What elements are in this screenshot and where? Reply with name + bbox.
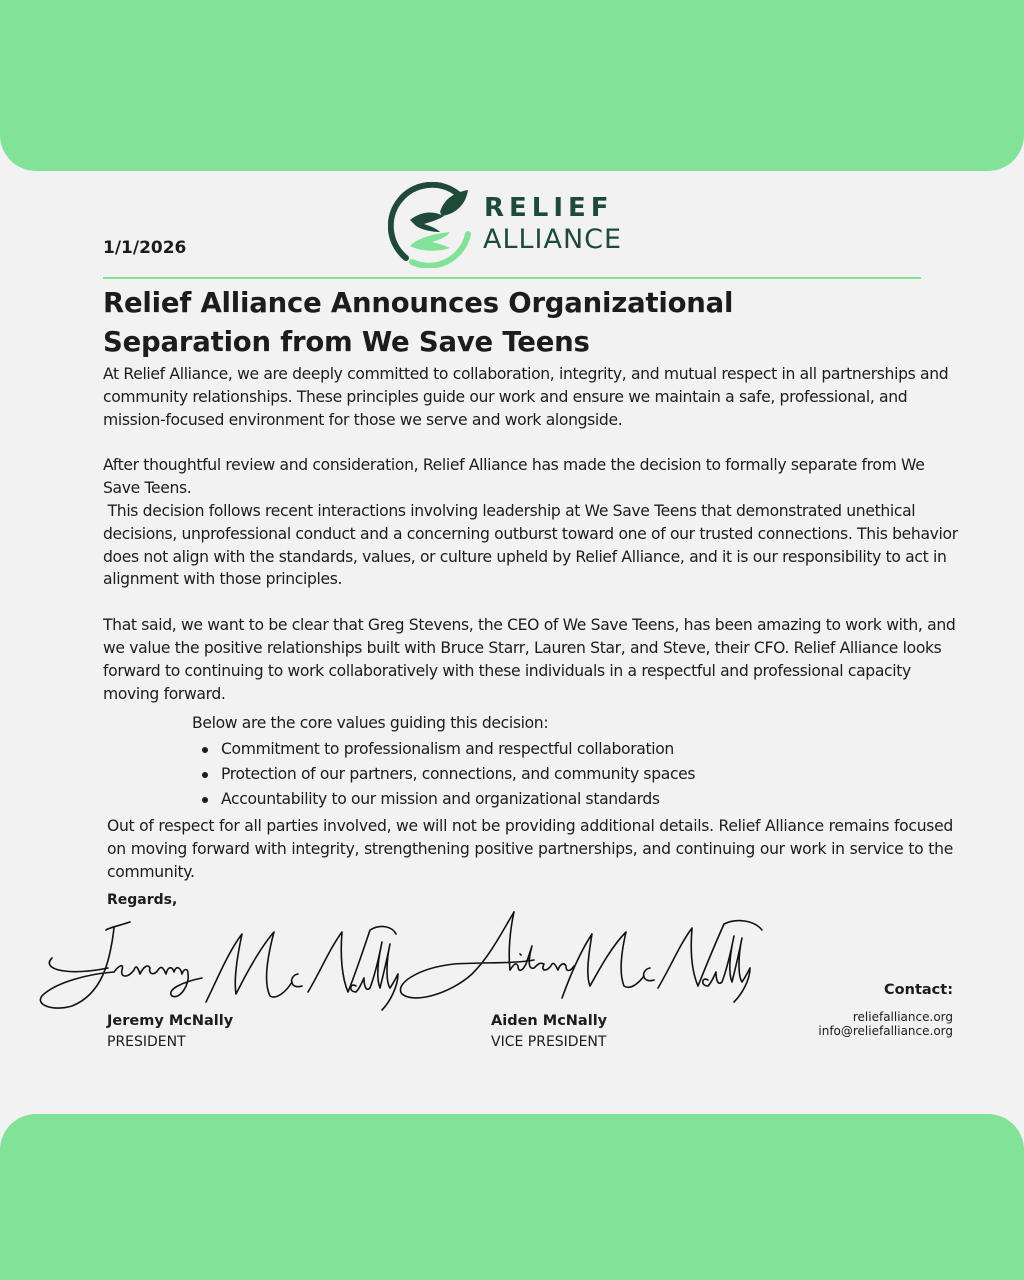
core-values-list [192, 737, 892, 812]
paragraph-reason: This decision follows recent interactions involving leadership at We Save Teens that demonstrated unethical decisions, unprofessional conduct and a concerning outburst toward one of our trusted connections. This behavior does not align with the standards, values, or culture upheld by Relief Alliance, and it is our responsibility to act in alignment with those principles. [103, 501, 963, 589]
signature-aiden-mcnally [394, 906, 768, 1008]
core-values-section [192, 711, 892, 812]
paragraph-spacer [103, 591, 963, 614]
paragraph-decision: After thoughtful review and consideration, Relief Alliance has made the decision to formally separate from We Save Teens. [103, 456, 925, 498]
logo-wordmark-line1: RELIEF [484, 193, 614, 223]
relief-alliance-logo [388, 182, 628, 268]
letter-date: 1/1/2026 [103, 238, 187, 258]
core-value-item: Commitment to professionalism and respectful collaboration [192, 737, 892, 762]
contact-website: reliefalliance.org [852, 1010, 953, 1024]
announcement-title: Relief Alliance Announces Organizational Separation from We Save Teens [103, 287, 734, 358]
core-value-item: Accountability to our mission and organizational standards [192, 787, 892, 812]
contact-email: info@reliefalliance.org [818, 1024, 953, 1038]
signer-name-president: Jeremy McNally [107, 1013, 234, 1029]
paragraph-acknowledgement: That said, we want to be clear that Greg Stevens, the CEO of We Save Teens, has been amazing to work with, and we value the positive relationships built with Bruce Starr, Lauren Star, and Steve, their CFO. Relief Alliance looks forward to continuing to work collaboratively with these individuals in a respectful and professional capacity moving forward. [103, 616, 956, 703]
core-value-item: Protection of our partners, connections, and community spaces [192, 762, 892, 787]
header-divider [103, 277, 921, 279]
core-values-intro: Below are the core values guiding this decision: [192, 714, 549, 732]
letter-body [103, 363, 963, 705]
footer-band [0, 1114, 1024, 1280]
paragraph-intro: At Relief Alliance, we are deeply committed to collaboration, integrity, and mutual respect in all partnerships and community relationships. These principles guide our work and ensure we maintain a safe, professional, and mission-focused environment for those we serve and work alongside. [103, 365, 949, 429]
header-band [0, 0, 1024, 171]
contact-label: Contact: [884, 982, 953, 998]
signer-name-vice-president: Aiden McNally [491, 1013, 608, 1029]
signer-role-vice-president: VICE PRESIDENT [491, 1034, 607, 1050]
regards-label: Regards, [107, 892, 178, 908]
logo-wordmark-line2: ALLIANCE [483, 224, 623, 255]
signer-role-president: PRESIDENT [107, 1034, 186, 1050]
hands-leaf-icon [388, 182, 478, 268]
signature-jeremy-mcnally [30, 912, 400, 1017]
paragraph-spacer [103, 431, 963, 454]
closing-paragraph: Out of respect for all parties involved, we will not be providing additional details. Relief Alliance remains focused on moving forward with integrity, strengthening positive partnerships, and continuing our work in service to the community. [107, 817, 953, 881]
